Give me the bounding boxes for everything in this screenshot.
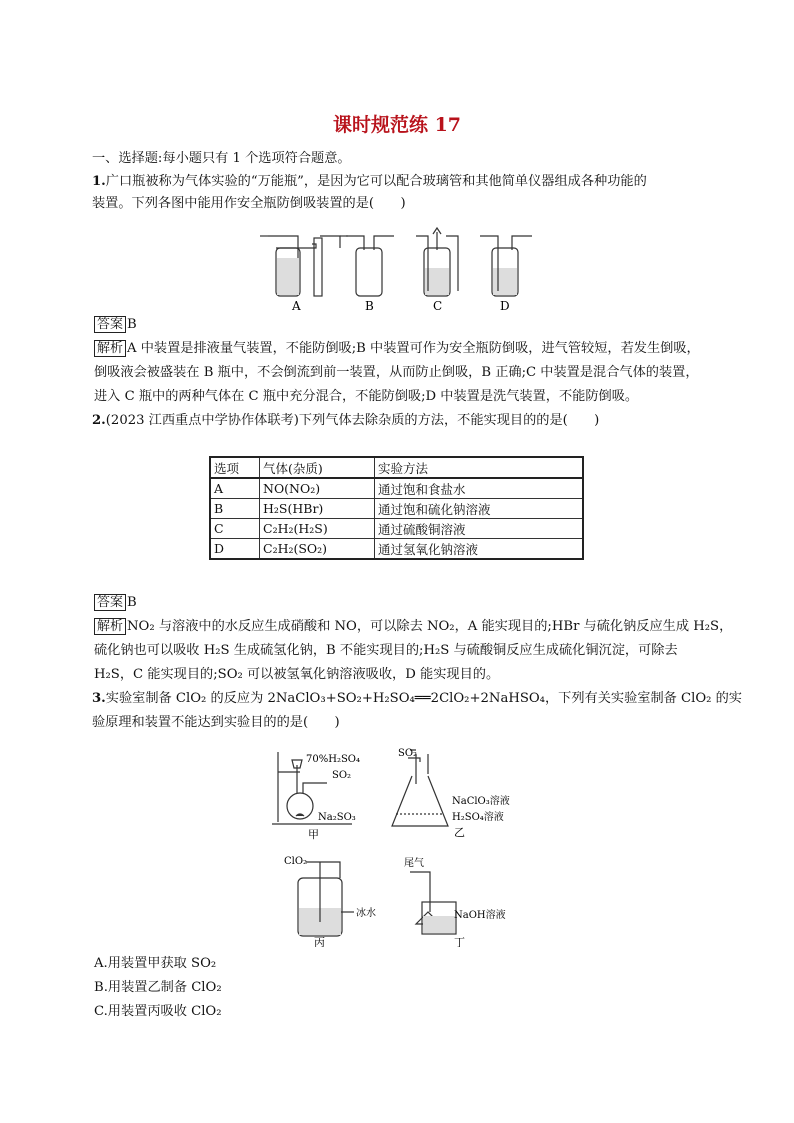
- table-row: [210, 519, 583, 539]
- q2-analysis-text1: NO₂ 与溶液中的水反应生成硝酸和 NO，可以除去 NO₂，A 能实现目的;HBr 与硫化钠反应生成 H₂S，: [127, 619, 733, 634]
- answer-tag: 答案: [94, 316, 126, 333]
- q1-text: 广口瓶被称为气体实验的“万能瓶”，是因为它可以配合玻璃管和其他简单仪器组成各种功能的: [105, 174, 647, 189]
- yi-solution2-label: H₂SO₄溶液: [452, 812, 504, 823]
- page-title: 课时规范练 17: [332, 114, 462, 136]
- q1-answer-value: B: [127, 317, 137, 332]
- table-cell: C₂H₂(SO₂): [260, 539, 375, 560]
- jia-acid-label: 70%H₂SO₄: [306, 754, 361, 765]
- table-cell: B: [210, 499, 260, 519]
- q1-answer: [94, 316, 137, 334]
- q3-text: 实验室制备 ClO₂ 的反应为 2NaClO₃+SO₂+H₂SO₄══2ClO₂+2NaHSO₄，下列有关实验室制备 ClO₂ 的实: [105, 691, 742, 706]
- table-cell: A: [210, 478, 260, 499]
- q3-stem-line1: [92, 690, 742, 708]
- table-header-row: [210, 457, 583, 478]
- q2-number: 2.: [92, 413, 106, 428]
- q1-number: 1.: [92, 174, 106, 189]
- q1-analysis-line3: 进入 C 瓶中的两种气体在 C 瓶中充分混合，不能防倒吸;D 中装置是洗气装置，不能防倒吸。: [94, 389, 639, 404]
- ding-label: 丁: [454, 936, 465, 947]
- q1-stem-line2: 装置。下列各图中能用作安全瓶防倒吸装置的是( ): [92, 196, 406, 211]
- q3-option-a: A.用装置甲获取 SO₂: [94, 956, 217, 971]
- q2-analysis-line2: 硫化钠也可以吸收 H₂S 生成硫氢化钠，B 不能实现目的;H₂S 与硫酸铜反应生成硫化铜沉淀，可除去: [94, 643, 678, 658]
- table-cell: 通过饱和硫化钠溶液: [375, 499, 584, 519]
- label-a: A: [292, 299, 301, 313]
- yi-label: 乙: [454, 826, 465, 839]
- table-cell: C₂H₂(H₂S): [260, 519, 375, 539]
- q1-analysis-line2: 倒吸液会被盛装在 B 瓶中，不会倒流到前一装置，从而防止倒吸，B 正确;C 中装置是混合气体的装置，: [94, 365, 699, 380]
- q2-answer: [94, 594, 137, 612]
- bing-water-label: 冰水: [356, 908, 376, 919]
- section-heading: 一、选择题:每小题只有 1 个选项符合题意。: [92, 151, 351, 166]
- table-cell: 通过饱和食盐水: [375, 478, 584, 499]
- label-b: B: [365, 299, 374, 313]
- table-row: [210, 499, 583, 519]
- q1-analysis-text1: A 中装置是排液量气装置，不能防倒吸;B 中装置可作为安全瓶防倒吸，进气管较短，若发生倒吸，: [127, 341, 700, 356]
- table-cell: C: [210, 519, 260, 539]
- q3-option-c: C.用装置丙吸收 ClO₂: [94, 1004, 222, 1019]
- label-d: D: [500, 299, 510, 313]
- yi-solution1-label: NaClO₃溶液: [452, 796, 510, 807]
- bing-label: 丙: [314, 936, 325, 947]
- label-c: C: [433, 299, 443, 313]
- jia-label: 甲: [308, 828, 319, 841]
- q3-stem-line2: 验原理和装置不能达到实验目的的是( ): [92, 715, 340, 730]
- header-cell: 气体(杂质): [260, 457, 375, 478]
- table-row: [210, 539, 583, 560]
- ding-solution-label: NaOH溶液: [454, 910, 506, 921]
- analysis-tag: 解析: [94, 618, 126, 635]
- table-cell: 通过氢氧化钠溶液: [375, 539, 584, 560]
- q2-analysis-line3: H₂S，C 能实现目的;SO₂ 可以被氢氧化钠溶液吸收，D 能实现目的。: [94, 667, 500, 682]
- table-cell: NO(NO₂): [260, 478, 375, 499]
- q3-number: 3.: [92, 691, 106, 706]
- bing-gas-label: ClO₂: [284, 856, 308, 867]
- yi-gas-label: SO₂: [398, 748, 418, 759]
- table-row: [210, 478, 583, 499]
- jia-gas-label: SO₂: [332, 770, 352, 781]
- q2-answer-value: B: [127, 595, 137, 610]
- table-cell: H₂S(HBr): [260, 499, 375, 519]
- q2-analysis-line1: [94, 618, 732, 636]
- jia-solid-label: Na₂SO₃: [318, 812, 356, 823]
- q2-text: (2023 江西重点中学协作体联考)下列气体去除杂质的方法，不能实现目的的是( ): [105, 413, 600, 428]
- ding-gas-label: 尾气: [404, 858, 424, 869]
- q3-figure: [270, 742, 550, 947]
- q1-figure: [258, 226, 538, 316]
- answer-tag: 答案: [94, 594, 126, 611]
- q2-table: [209, 456, 584, 560]
- analysis-tag: 解析: [94, 340, 126, 357]
- q1-analysis-line1: [94, 340, 700, 358]
- q3-option-b: B.用装置乙制备 ClO₂: [94, 980, 222, 995]
- table-cell: 通过硫酸铜溶液: [375, 519, 584, 539]
- q1-stem-line1: [92, 173, 647, 191]
- q2-stem: [92, 412, 599, 430]
- table-cell: D: [210, 539, 260, 560]
- header-cell: 选项: [210, 457, 260, 478]
- header-cell: 实验方法: [375, 457, 584, 478]
- apparatus-a: [260, 236, 340, 296]
